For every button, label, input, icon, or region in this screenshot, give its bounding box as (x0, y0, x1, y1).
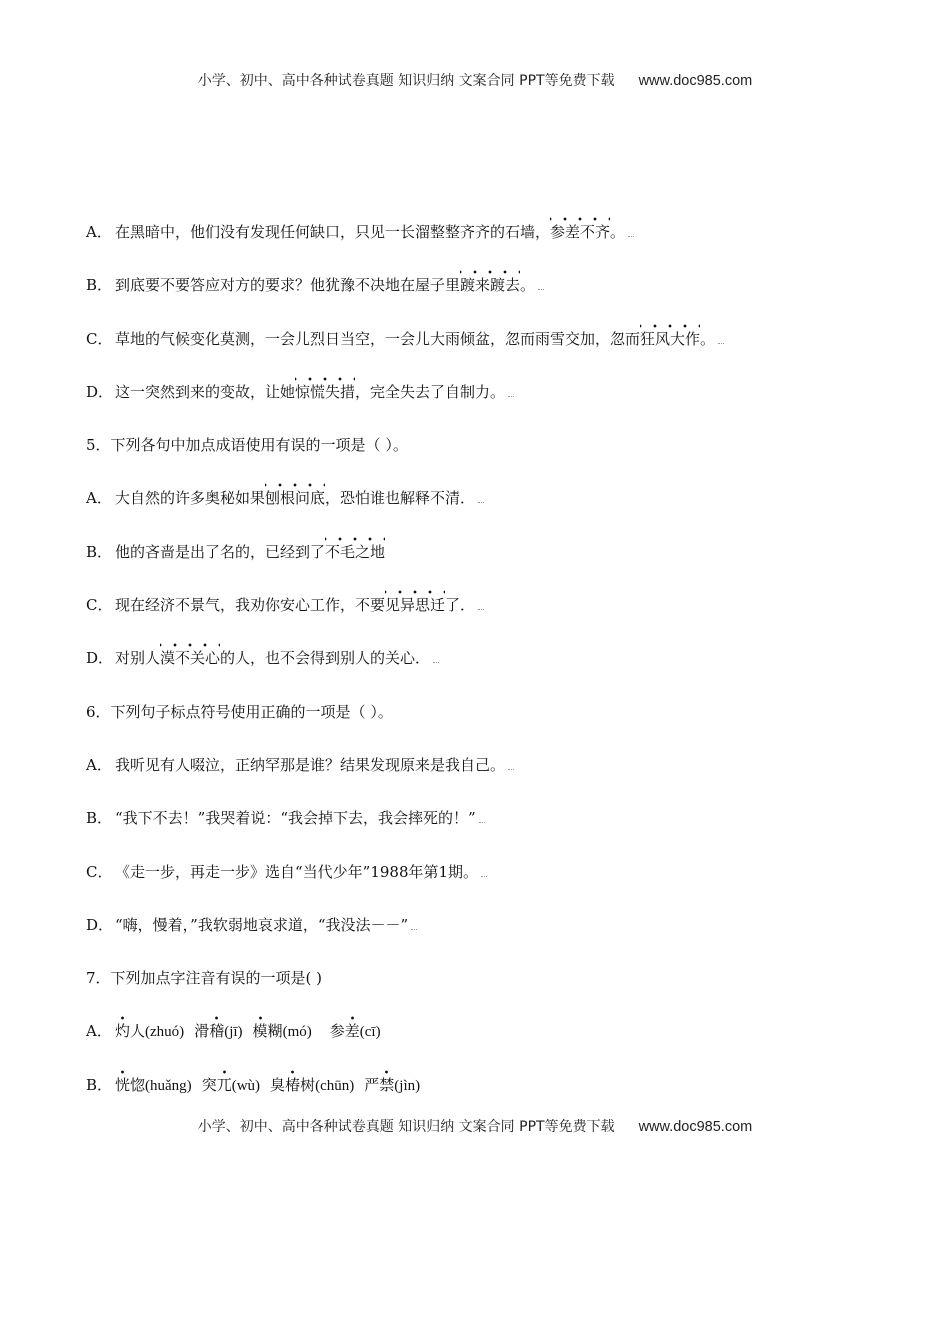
paragraph-mark-icon (538, 283, 544, 290)
q5-stem: 5．下列各句中加点成语使用有误的一项是（ ）。 (86, 436, 408, 455)
banner-text: 小学、初中、高中各种试卷真题 知识归纳 文案合同 PPT等免费下载 (197, 1119, 615, 1135)
header-banner (0, 70, 950, 90)
dotted-char: 稽 (209, 1013, 224, 1049)
dotted-idiom: 狂风大作 (640, 321, 700, 357)
q4-option-b: B． 到底要不要答应对方的要求？他犹豫不决地在屋子里踱来踱去。 (86, 267, 866, 320)
dotted-idiom: 刨根问底 (265, 480, 325, 516)
q6-option-b: B． “我下不去！”我哭着说：“我会掉下去，我会摔死的！” (86, 800, 866, 853)
q5-option-b: B． 他的吝啬是出了名的，已经到了不毛之地 (86, 534, 866, 587)
pinyin: (jìn) (394, 1077, 421, 1094)
pinyin: (jī) (224, 1024, 243, 1041)
paragraph-mark-icon (628, 230, 634, 237)
dotted-char: 灼 (115, 1013, 130, 1049)
paragraph-mark-icon (433, 656, 439, 663)
banner-url[interactable]: www.doc985.com (638, 73, 753, 89)
dotted-char: 差 (345, 1013, 360, 1049)
dotted-char: 模 (253, 1013, 268, 1049)
pinyin: (huǎng) (145, 1077, 192, 1094)
q7-option-a: A． 灼人(zhuó) 滑稽(jī) 模糊(mó) 参差(cī) (86, 1013, 866, 1066)
q5-option-a: A． 大自然的许多奥秘如果刨根问底，恐怕谁也解释不清． (86, 480, 866, 533)
dotted-idiom: 漠不关心 (160, 640, 220, 676)
banner-url[interactable]: www.doc985.com (638, 1119, 753, 1135)
q4-option-c: C． 草地的气候变化莫测，一会儿烈日当空，一会儿大雨倾盆，忽而雨雪交加，忽而狂风大作。 (86, 321, 866, 374)
q6-option-a: A． 我听见有人啜泣，正纳罕那是谁？结果发现原来是我自己。 (86, 747, 866, 800)
q6-option-c: C． 《走一步，再走一步》选自“当代少年”1988年第1期。 (86, 854, 866, 907)
q5-option-d: D． 对别人漠不关心的人，也不会得到别人的关心． (86, 640, 866, 693)
q7-option-b: B． 恍惚(huǎng) 突兀(wù) 臭椿树(chūn) 严禁(jìn) (86, 1067, 866, 1120)
q5-option-c: C． 现在经济不景气，我劝你安心工作，不要见异思迁了． (86, 587, 866, 640)
pinyin: (wù) (231, 1077, 261, 1094)
q7-stem: 7．下列加点字注音有误的一项是( ) (86, 969, 323, 988)
pinyin: (chūn) (315, 1077, 355, 1094)
dotted-char: 恍 (115, 1067, 130, 1103)
paragraph-mark-icon (508, 390, 514, 397)
paragraph-mark-icon (508, 763, 514, 770)
dotted-char: 禁 (379, 1067, 394, 1103)
paragraph-mark-icon (479, 816, 485, 823)
dotted-idiom: 惊慌失措 (295, 374, 355, 410)
paragraph-mark-icon (718, 337, 724, 344)
paragraph-mark-icon (481, 870, 487, 877)
banner-text: 小学、初中、高中各种试卷真题 知识归纳 文案合同 PPT等免费下载 (197, 73, 615, 89)
q6-option-d: D． “嗨，慢着，”我软弱地哀求道，“我没法－－” (86, 907, 866, 960)
dotted-idiom: 踱来踱去 (460, 267, 520, 303)
q4-option-a: A． 在黑暗中，他们没有发现任何缺口，只见一长溜整整齐齐的石墙，参差不齐。 (86, 214, 866, 267)
q4-option-d: D． 这一突然到来的变故，让她惊慌失措，完全失去了自制力。 (86, 374, 866, 427)
footer-banner (0, 1116, 950, 1136)
pinyin: (cī) (359, 1024, 381, 1041)
dotted-char: 椿 (285, 1067, 300, 1103)
paragraph-mark-icon (411, 923, 417, 930)
paragraph-mark-icon (478, 603, 484, 610)
dotted-idiom: 不毛之地 (325, 534, 385, 570)
pinyin: (zhuó) (145, 1024, 185, 1041)
dotted-idiom: 参差不齐 (550, 214, 610, 250)
exam-content (86, 214, 866, 1120)
dotted-idiom: 见异思迁 (385, 587, 445, 623)
q6-stem: 6．下列句子标点符号使用正确的一项是（ ）。 (86, 702, 393, 721)
dotted-char: 兀 (217, 1067, 232, 1103)
paragraph-mark-icon (478, 496, 484, 503)
pinyin: (mó) (282, 1024, 312, 1041)
